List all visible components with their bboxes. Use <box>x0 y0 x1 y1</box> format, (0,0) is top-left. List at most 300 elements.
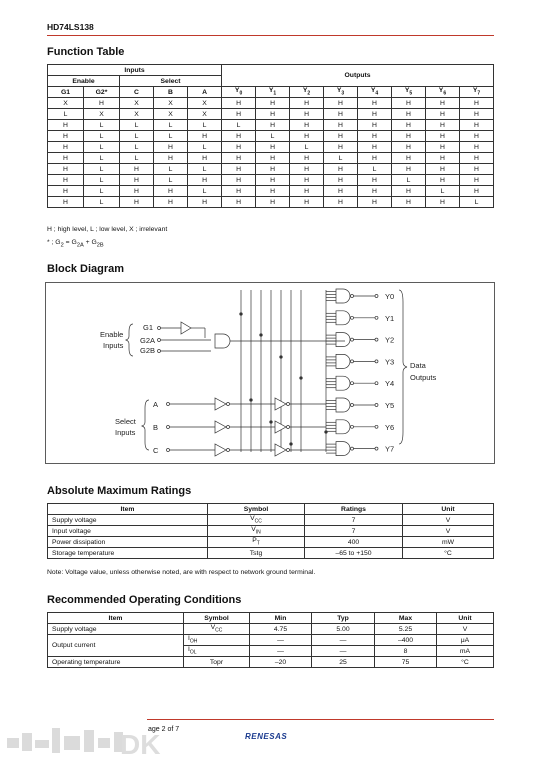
function-table-cell: H <box>222 175 256 186</box>
rec-ioh-min: — <box>250 635 312 646</box>
function-table-cell: H <box>256 186 290 197</box>
function-table-row <box>48 109 494 120</box>
function-table-cell: H <box>324 175 358 186</box>
function-table-cell: L <box>84 131 120 142</box>
function-table-cell: H <box>84 98 120 109</box>
function-table-row <box>48 197 494 208</box>
watermark-image <box>2 718 187 763</box>
rec-temp-item: Operating temperature <box>48 657 184 668</box>
function-table-cell: H <box>358 186 392 197</box>
function-table-cell: L <box>154 131 188 142</box>
inverter-bubble <box>351 382 354 385</box>
function-table-cell: H <box>256 142 290 153</box>
pin-label-g2b: G2B <box>140 346 156 355</box>
pin-label-g2a: G2A <box>140 336 156 345</box>
function-table-cell: H <box>358 153 392 164</box>
function-table-cell: H <box>48 186 84 197</box>
rec-op-col-header: Max <box>375 613 437 624</box>
abs-max-cell: $V_{CC}$ <box>208 515 305 526</box>
function-table-cell: H <box>425 98 459 109</box>
function-table-cell: X <box>154 98 188 109</box>
function-table <box>47 64 494 208</box>
function-table-cell: H <box>222 142 256 153</box>
function-table-cell: H <box>391 186 425 197</box>
function-table-col-header: A <box>188 87 222 98</box>
footer-rule <box>147 719 494 720</box>
rec-op-table <box>47 612 494 668</box>
function-table-cell: L <box>154 164 188 175</box>
function-table-cell: L <box>256 131 290 142</box>
abs-max-note: Note: Voltage value, unless otherwise noted, are with respect to network ground terminal. <box>47 569 316 576</box>
function-table-cell: H <box>120 175 154 186</box>
inverter-bubble <box>351 295 354 298</box>
abs-max-cell: Tstg <box>208 548 305 559</box>
rec-iol-typ: — <box>312 646 375 657</box>
data-outputs-label: Data <box>410 361 426 370</box>
output-label-y1: Y1 <box>385 313 395 323</box>
input-pin <box>158 339 161 342</box>
function-table-cell: H <box>256 175 290 186</box>
function-table-col-header: $Y_3$ <box>324 87 358 98</box>
rec-output-current-item: Output current <box>48 635 184 657</box>
nand-gate <box>336 289 350 303</box>
function-table-cell: H <box>391 164 425 175</box>
function-table-cell: H <box>290 175 324 186</box>
function-table-cell: L <box>84 120 120 131</box>
function-table-cell: H <box>188 197 222 208</box>
function-table-cell: H <box>324 109 358 120</box>
output-label-y2: Y2 <box>385 335 395 345</box>
function-table-col-header: $Y_0$ <box>222 87 256 98</box>
function-table-cell: L <box>84 164 120 175</box>
function-table-row <box>48 98 494 109</box>
abs-max-table <box>47 503 494 559</box>
select-inputs-label: Select <box>115 417 136 426</box>
rec-supply-item: Supply voltage <box>48 624 184 635</box>
function-table-cell: H <box>222 164 256 175</box>
function-table-cell: X <box>48 98 84 109</box>
function-table-cell: H <box>48 197 84 208</box>
rec-temp-unit: °C <box>437 657 494 668</box>
output-label-y4: Y4 <box>385 379 395 389</box>
input-pin <box>167 403 170 406</box>
function-table-cell: X <box>188 109 222 120</box>
nand-gate <box>336 442 350 456</box>
block-diagram-title: Block Diagram <box>47 263 125 275</box>
function-table-cell: H <box>290 164 324 175</box>
output-label-y0: Y0 <box>385 292 395 301</box>
output-pin <box>375 360 378 363</box>
function-table-cell: L <box>222 120 256 131</box>
abs-max-cell: Storage temperature <box>48 548 208 559</box>
abs-max-cell: Supply voltage <box>48 515 208 526</box>
function-table-legend: H ; high level, L ; low level, X ; irrelevant <box>47 226 168 233</box>
inverter-bubble <box>287 449 290 452</box>
data-outputs-label: Outputs <box>410 373 437 382</box>
output-label-y5: Y5 <box>385 401 395 410</box>
function-table-cell: L <box>188 164 222 175</box>
function-table-cell: L <box>188 142 222 153</box>
function-table-cell: H <box>188 131 222 142</box>
output-pin <box>375 404 378 407</box>
rec-iol-max: 8 <box>375 646 437 657</box>
rec-op-title: Recommended Operating Conditions <box>47 594 242 606</box>
function-table-cell: L <box>188 120 222 131</box>
function-table-cell: H <box>256 164 290 175</box>
output-pin <box>375 382 378 385</box>
buffer-gate <box>275 398 286 410</box>
nand-gate <box>336 376 350 390</box>
output-pin <box>375 447 378 450</box>
output-pin <box>375 316 378 319</box>
function-table-cell: L <box>84 175 120 186</box>
rec-op-col-header: Item <box>48 613 184 624</box>
rec-op-col-header: Symbol <box>184 613 250 624</box>
function-table-cell: H <box>120 197 154 208</box>
function-table-cell: L <box>358 164 392 175</box>
function-table-cell: X <box>120 109 154 120</box>
function-table-row <box>48 131 494 142</box>
pin-label-b: B <box>153 423 159 432</box>
function-table-cell: H <box>459 109 493 120</box>
function-table-cell: X <box>154 109 188 120</box>
enable-header: Enable <box>48 76 120 87</box>
junction-dot <box>290 443 293 446</box>
inverter-bubble <box>287 403 290 406</box>
function-table-cell: H <box>324 197 358 208</box>
rec-ioh-typ: — <box>312 635 375 646</box>
function-table-cell: H <box>48 120 84 131</box>
function-table-cell: H <box>290 98 324 109</box>
nand-gate <box>336 311 350 325</box>
abs-max-row <box>48 548 494 559</box>
function-table-row <box>48 186 494 197</box>
inverter-bubble <box>227 426 230 429</box>
footer-page-number: age 2 of 7 <box>148 726 180 733</box>
function-table-col-header: C <box>120 87 154 98</box>
abs-max-cell: $P_T$ <box>208 537 305 548</box>
rec-op-col-header: Typ <box>312 613 375 624</box>
function-table-cell: H <box>48 175 84 186</box>
inverter-bubble <box>227 403 230 406</box>
input-pin <box>158 350 161 353</box>
function-table-cell: H <box>459 164 493 175</box>
output-label-y7: Y7 <box>385 444 395 454</box>
abs-max-cell: V <box>403 526 494 537</box>
inverter-bubble <box>227 449 230 452</box>
function-table-cell: H <box>154 153 188 164</box>
function-table-cell: H <box>154 142 188 153</box>
buffer-gate <box>215 444 226 456</box>
nand-gate <box>336 354 350 368</box>
function-table-cell: H <box>324 131 358 142</box>
function-table-cell: L <box>84 142 120 153</box>
junction-dot <box>270 421 273 424</box>
function-table-row <box>48 142 494 153</box>
function-table-cell: H <box>391 142 425 153</box>
function-table-col-header: $Y_1$ <box>256 87 290 98</box>
function-table-cell: H <box>459 153 493 164</box>
rec-ioh-max: –400 <box>375 635 437 646</box>
function-table-cell: L <box>324 153 358 164</box>
rec-temp-max: 75 <box>375 657 437 668</box>
function-table-cell: H <box>48 142 84 153</box>
outputs-header: Outputs <box>222 65 494 87</box>
function-table-cell: L <box>120 153 154 164</box>
function-table-cell: H <box>154 197 188 208</box>
abs-max-title: Absolute Maximum Ratings <box>47 485 192 497</box>
function-table-cell: H <box>290 109 324 120</box>
function-table-cell: H <box>324 164 358 175</box>
output-pin <box>375 295 378 298</box>
function-table-cell: H <box>391 109 425 120</box>
function-table-cell: H <box>222 109 256 120</box>
function-table-col-header: $Y_7$ <box>459 87 493 98</box>
function-table-cell: H <box>391 98 425 109</box>
function-table-cell: L <box>188 186 222 197</box>
function-table-cell: H <box>222 197 256 208</box>
function-table-cell: H <box>459 175 493 186</box>
abs-max-row <box>48 515 494 526</box>
renesas-logo: RENESAS <box>245 732 288 741</box>
outputs-brace <box>399 290 407 444</box>
function-table-cell: H <box>358 131 392 142</box>
abs-max-cell: $V_{IN}$ <box>208 526 305 537</box>
function-table-cell: H <box>256 153 290 164</box>
function-table-cell: H <box>324 186 358 197</box>
enable-inputs-label: Enable <box>100 330 124 339</box>
junction-dot <box>325 431 328 434</box>
select-inputs-label: Inputs <box>115 428 136 437</box>
rec-supply-unit: V <box>437 624 494 635</box>
function-table-cell: H <box>324 120 358 131</box>
function-table-cell: L <box>120 142 154 153</box>
pin-label-a: A <box>153 400 159 409</box>
function-table-cell: H <box>425 197 459 208</box>
function-table-row <box>48 153 494 164</box>
rec-iol-unit: mA <box>437 646 494 657</box>
inverter-bubble <box>351 404 354 407</box>
function-table-cell: H <box>256 109 290 120</box>
pin-label-c: C <box>153 446 159 455</box>
select-header: Select <box>120 76 222 87</box>
function-table-cell: L <box>120 131 154 142</box>
select-brace <box>142 400 149 450</box>
function-table-cell: H <box>358 109 392 120</box>
function-table-cell: H <box>324 142 358 153</box>
function-table-cell: L <box>154 120 188 131</box>
function-table-title: Function Table <box>47 46 125 58</box>
function-table-cell: H <box>425 153 459 164</box>
function-table-cell: X <box>84 109 120 120</box>
function-table-footnote: * ; $G_2 = G_{2A} + G_{2B}$ <box>47 239 104 249</box>
function-table-cell: L <box>391 175 425 186</box>
rec-iol-symbol: $I_{OL}$ <box>184 646 250 657</box>
function-table-cell: H <box>459 98 493 109</box>
function-table-cell: H <box>290 120 324 131</box>
abs-max-col-header: Symbol <box>208 504 305 515</box>
function-table-cell: H <box>256 197 290 208</box>
function-table-cell: H <box>358 120 392 131</box>
junction-dot <box>300 377 303 380</box>
function-table-cell: H <box>358 175 392 186</box>
header-part-number: HD74LS138 <box>47 22 94 32</box>
output-label-y3: Y3 <box>385 357 395 367</box>
function-table-cell: H <box>425 131 459 142</box>
junction-dot <box>280 356 283 359</box>
abs-max-row <box>48 526 494 537</box>
function-table-col-header: G1 <box>48 87 84 98</box>
abs-max-col-header: Item <box>48 504 208 515</box>
rec-temp-symbol: Topr <box>184 657 250 668</box>
function-table-cell: H <box>48 131 84 142</box>
function-table-cell: H <box>358 197 392 208</box>
buffer-gate <box>215 421 226 433</box>
abs-max-cell: °C <box>403 548 494 559</box>
function-table-cell: H <box>391 120 425 131</box>
function-table-cell: L <box>154 175 188 186</box>
function-table-cell: H <box>120 186 154 197</box>
function-table-cell: H <box>222 98 256 109</box>
function-table-cell: H <box>425 120 459 131</box>
function-table-col-header: B <box>154 87 188 98</box>
enable-and-gate <box>215 334 230 348</box>
inverter-bubble <box>287 426 290 429</box>
buffer-gate <box>181 322 191 334</box>
rec-supply-min: 4.75 <box>250 624 312 635</box>
function-table-cell: H <box>459 131 493 142</box>
function-table-cell: H <box>48 153 84 164</box>
rec-temp-min: –20 <box>250 657 312 668</box>
function-table-cell: H <box>188 153 222 164</box>
output-label-y6: Y6 <box>385 422 395 432</box>
input-pin <box>167 449 170 452</box>
inputs-header: Inputs <box>48 65 222 76</box>
function-table-cell: H <box>290 131 324 142</box>
function-table-cell: H <box>290 153 324 164</box>
function-table-cell: L <box>120 120 154 131</box>
function-table-cell: X <box>120 98 154 109</box>
enable-brace <box>126 324 133 356</box>
function-table-cell: L <box>425 186 459 197</box>
nand-gate <box>336 398 350 412</box>
junction-dot <box>250 399 253 402</box>
inverter-bubble <box>351 360 354 363</box>
function-table-cell: H <box>256 98 290 109</box>
inverter-bubble <box>351 316 354 319</box>
function-table-cell: L <box>84 197 120 208</box>
function-table-cell: H <box>290 186 324 197</box>
nand-gate <box>336 333 350 347</box>
rec-supply-symbol: $V_{CC}$ <box>184 624 250 635</box>
header-rule <box>47 35 494 36</box>
function-table-col-header: G2* <box>84 87 120 98</box>
abs-max-cell: –65 to +150 <box>305 548 403 559</box>
function-table-cell: H <box>425 142 459 153</box>
function-table-cell: H <box>425 109 459 120</box>
function-table-cell: H <box>358 142 392 153</box>
function-table-cell: H <box>459 120 493 131</box>
function-table-cell: H <box>222 186 256 197</box>
function-table-cell: H <box>425 175 459 186</box>
inverter-bubble <box>351 425 354 428</box>
input-pin <box>158 327 161 330</box>
abs-max-cell: Power dissipation <box>48 537 208 548</box>
function-table-cell: H <box>188 175 222 186</box>
buffer-gate <box>275 444 286 456</box>
function-table-cell: H <box>222 153 256 164</box>
function-table-col-header: $Y_5$ <box>391 87 425 98</box>
function-table-cell: L <box>84 186 120 197</box>
abs-max-cell: Input voltage <box>48 526 208 537</box>
abs-max-cell: 400 <box>305 537 403 548</box>
function-table-col-header: $Y_6$ <box>425 87 459 98</box>
abs-max-row <box>48 537 494 548</box>
enable-inputs-label: Inputs <box>103 341 124 350</box>
rec-op-col-header: Min <box>250 613 312 624</box>
function-table-row <box>48 120 494 131</box>
inverter-bubble <box>351 447 354 450</box>
output-pin <box>375 338 378 341</box>
junction-dot <box>260 334 263 337</box>
function-table-cell: H <box>425 164 459 175</box>
inverter-bubble <box>351 338 354 341</box>
output-pin <box>375 425 378 428</box>
function-table-col-header: $Y_4$ <box>358 87 392 98</box>
abs-max-col-header: Unit <box>403 504 494 515</box>
function-table-cell: H <box>256 120 290 131</box>
function-table-row <box>48 175 494 186</box>
function-table-cell: H <box>358 98 392 109</box>
function-table-cell: H <box>391 131 425 142</box>
rec-op-col-header: Unit <box>437 613 494 624</box>
input-pin <box>167 426 170 429</box>
function-table-cell: H <box>290 197 324 208</box>
nand-gate <box>336 420 350 434</box>
junction-dot <box>240 313 243 316</box>
svg-text:DK: DK <box>120 729 161 760</box>
abs-max-cell: mW <box>403 537 494 548</box>
function-table-cell: H <box>459 142 493 153</box>
buffer-gate <box>215 398 226 410</box>
function-table-col-header: $Y_2$ <box>290 87 324 98</box>
abs-max-cell: V <box>403 515 494 526</box>
function-table-row <box>48 164 494 175</box>
function-table-cell: H <box>391 153 425 164</box>
function-table-cell: L <box>84 153 120 164</box>
rec-ioh-symbol: $I_{OH}$ <box>184 635 250 646</box>
function-table-cell: H <box>120 164 154 175</box>
rec-iol-min: — <box>250 646 312 657</box>
rec-ioh-unit: μA <box>437 635 494 646</box>
abs-max-col-header: Ratings <box>305 504 403 515</box>
function-table-cell: L <box>459 197 493 208</box>
block-diagram <box>45 282 495 464</box>
function-table-cell: H <box>48 164 84 175</box>
function-table-cell: L <box>48 109 84 120</box>
rec-supply-max: 5.25 <box>375 624 437 635</box>
function-table-cell: H <box>154 186 188 197</box>
function-table-cell: X <box>188 98 222 109</box>
abs-max-cell: 7 <box>305 526 403 537</box>
pin-label-g1: G1 <box>143 323 154 332</box>
abs-max-cell: 7 <box>305 515 403 526</box>
function-table-cell: H <box>391 197 425 208</box>
rec-supply-typ: 5.00 <box>312 624 375 635</box>
function-table-cell: H <box>324 98 358 109</box>
rec-temp-typ: 25 <box>312 657 375 668</box>
function-table-cell: L <box>290 142 324 153</box>
